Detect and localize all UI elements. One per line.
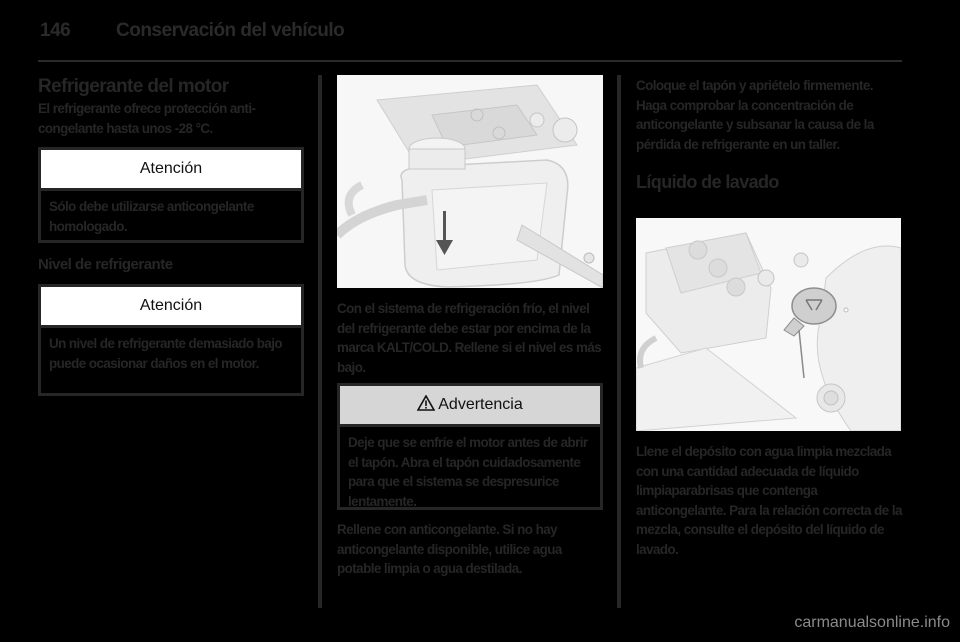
notice-box-antifreeze	[38, 147, 304, 243]
column-divider-right	[617, 75, 621, 608]
washer-fill-instructions: Llene el depósito con agua limpia mezclada con una cantidad adecuada de líquido limpiaparabrisas que contenga anticongelante. Para la relación correcta de la mezcla, consulte el depósito del líquido de lavado.	[636, 444, 902, 557]
watermark: carmanualsonline.info	[794, 614, 950, 631]
notice-title: Atención	[139, 160, 203, 177]
section-title: Conservación del vehículo	[116, 20, 345, 41]
header-rule	[38, 60, 902, 62]
coolant-level-instructions: Con el sistema de refrigeración frío, el nivel del refrigerante debe estar por encima de la marca KALT/COLD. Rellene si el nivel es más bajo.	[337, 301, 602, 375]
heading-washer-fluid: Líquido de lavado	[636, 172, 779, 192]
washer-reservoir-illustration	[636, 218, 901, 431]
middle-column	[337, 299, 603, 579]
heading-coolant-level: Nivel de refrigerante	[38, 256, 173, 273]
warning-text: Deje que se enfríe el motor antes de abrir el tapón. Abra el tapón cuidadosamente para que el sistema se despresurice lentamente.	[348, 435, 588, 509]
notice-box-low-coolant	[38, 284, 304, 396]
warning-title: Advertencia	[438, 396, 523, 413]
right-column-bottom	[636, 442, 902, 559]
coolant-tank-illustration	[337, 75, 603, 288]
heading-engine-coolant: Refrigerante del motor	[38, 76, 229, 97]
column-divider-left	[318, 75, 322, 608]
notice-header	[41, 287, 301, 328]
notice-title: Atención	[139, 297, 203, 314]
notice-header	[41, 150, 301, 191]
left-column	[38, 76, 304, 396]
cap-tightening-instructions: Coloque el tapón y apriételo firmemente. Haga comprobar la concentración de anticongelante y subsanar la causa de la pérdida de refrigerante en un taller.	[636, 78, 874, 152]
coolant-intro-text: El refrigerante ofrece protección anti-congelante hasta unos -28 °C.	[38, 101, 256, 136]
notice-text: Un nivel de refrigerante demasiado bajo puede ocasionar daños en el motor.	[49, 336, 283, 371]
warning-header	[340, 386, 600, 427]
warning-triangle-icon	[417, 395, 435, 416]
notice-text: Sólo debe utilizarse anticongelante homologado.	[49, 199, 254, 234]
page-number: 146	[40, 20, 71, 41]
warning-box-hot-engine	[337, 383, 603, 510]
refill-instructions: Rellene con anticongelante. Si no hay anticongelante disponible, utilice agua potable limpia o agua destilada.	[337, 522, 562, 576]
right-column-top	[636, 76, 902, 193]
